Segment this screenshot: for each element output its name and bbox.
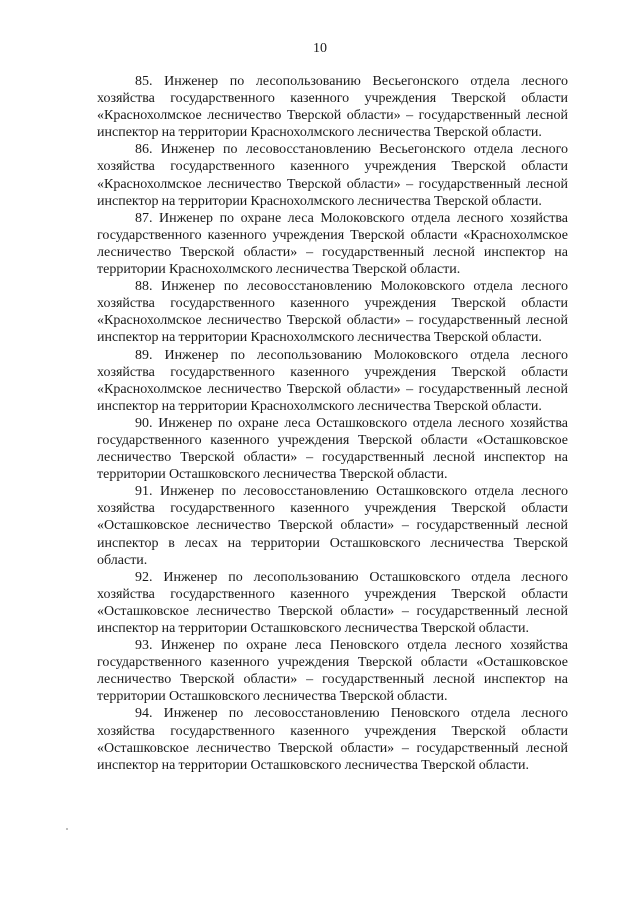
- paragraph-91: 91. Инженер по лесовосстановлению Осташковского отдела лесного хозяйства государственного казенного учреждения Тверской области «Осташковское лесничество Тверской области» – государственный лесной инспектор в лесах на территории Осташковского лесничества Тверской области.: [97, 484, 568, 568]
- paragraph-92: 92. Инженер по лесопользованию Осташковского отдела лесного хозяйства государственного казенного учреждения Тверской области «Осташковское лесничество Тверской области» – государственный лесной инспектор на территории Осташковского лесничества Тверской области.: [97, 569, 568, 636]
- paragraph-86: 86. Инженер по лесовосстановлению Весьегонского отдела лесного хозяйства государственного казенного учреждения Тверской области «Краснохолмское лесничество Тверской области» – государственный лесной инспектор на территории Краснохолмского лесничества Тверской области.: [97, 142, 568, 209]
- paragraph-93: 93. Инженер по охране леса Пеновского отдела лесного хозяйства государственного казенного учреждения Тверской области «Осташковское лесничество Тверской области» – государственный лесной инспектор на территории Осташковского лесничества Тверской области.: [97, 638, 568, 705]
- paragraph-89: 89. Инженер по лесопользованию Молоковского отдела лесного хозяйства государственного казенного учреждения Тверской области «Краснохолмское лесничество Тверской области» – государственный лесной инспектор на территории Краснохолмского лесничества Тверской области.: [97, 347, 568, 414]
- paragraph-94: 94. Инженер по лесовосстановлению Пеновского отдела лесного хозяйства государственного казенного учреждения Тверской области «Осташковское лесничество Тверской области» – государственный лесной инспектор на территории Осташковского лесничества Тверской области.: [97, 706, 568, 773]
- paragraph-88: 88. Инженер по лесовосстановлению Молоковского отдела лесного хозяйства государственного казенного учреждения Тверской области «Краснохолмское лесничество Тверской области» – государственный лесной инспектор на территории Краснохолмского лесничества Тверской области.: [97, 279, 568, 346]
- page-number: 10: [313, 41, 327, 56]
- paragraph-85: 85. Инженер по лесопользованию Весьегонского отдела лесного хозяйства государственного казенного учреждения Тверской области «Краснохолмское лесничество Тверской области» – государственный лесной инспектор на территории Краснохолмского лесничества Тверской области.: [97, 74, 568, 141]
- paragraph-87: 87. Инженер по охране леса Молоковского отдела лесного хозяйства государственного казенного учреждения Тверской области «Краснохолмское лесничество Тверской области» – государственный лесной инспектор на территории Краснохолмского лесничества Тверской области.: [97, 210, 568, 278]
- paragraph-90: 90. Инженер по охране леса Осташковского отдела лесного хозяйства государственного казенного учреждения Тверской области «Осташковское лесничество Тверской области» – государственный лесной инспектор на территории Осташковского лесничества Тверской области.: [97, 415, 568, 483]
- scan-speck: [66, 828, 68, 830]
- document-body: [97, 73, 568, 774]
